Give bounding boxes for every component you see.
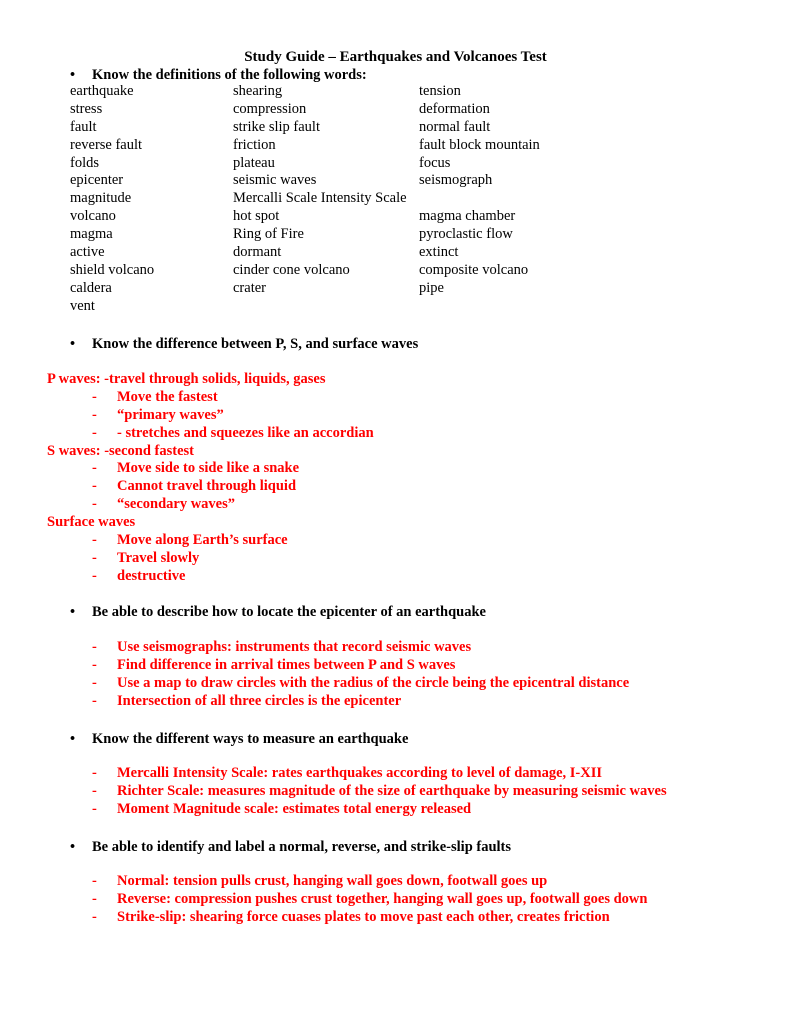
list-item-text: Mercalli Intensity Scale: rates earthquakes according to level of damage, I-XII [117, 765, 603, 781]
vocab-term: magma chamber [419, 208, 516, 225]
vocab-term: composite volcano [419, 261, 529, 278]
vocab-term: compression [233, 100, 307, 117]
vocab-term: focus [419, 154, 451, 171]
vocab-term: stress [70, 100, 103, 117]
dash-marker: - [92, 656, 97, 673]
vocab-term: caldera [70, 279, 112, 296]
list-item [47, 568, 326, 586]
vocab-term: fault block mountain [419, 136, 540, 153]
list-item-text: Find difference in arrival times between P and S waves [117, 656, 456, 673]
dash-marker: - [92, 549, 97, 566]
dash-marker: - [92, 478, 97, 495]
list-item [47, 407, 326, 425]
dash-marker: - [92, 496, 97, 513]
vocab-term: active [70, 244, 105, 261]
vocab-term: crater [233, 279, 266, 296]
vocab-term: extinct [419, 244, 459, 261]
list-item [47, 424, 374, 443]
waves-notes [47, 371, 374, 586]
list-item-text: Intersection of all three circles is the epicenter [117, 692, 402, 709]
bullet-icon: • [70, 839, 76, 855]
vocab-term: folds [70, 154, 99, 171]
faults-heading-text: Be able to identify and label a normal, reverse, and strike-slip faults [92, 839, 512, 855]
vocab-term: seismic waves [233, 172, 317, 189]
vocab-term: magma [70, 226, 113, 243]
dash-marker: - [92, 532, 97, 549]
list-item [47, 532, 326, 550]
list-item [47, 389, 326, 407]
vocab-term: strike slip fault [233, 118, 320, 135]
dash-marker: - [92, 424, 97, 441]
wave-group-label: P waves: -travel through solids, liquids, gases [47, 371, 326, 387]
vocab-term: vent [70, 297, 95, 314]
list-item-text: Reverse: compression pushes crust together, hanging wall goes up, footwall goes down [117, 890, 648, 907]
bullet-icon: • [70, 731, 76, 747]
vocab-term: deformation [419, 100, 490, 117]
list-item [47, 550, 326, 568]
vocab-term: fault [70, 118, 97, 135]
vocab-term: magnitude [70, 190, 132, 207]
definitions-heading [70, 66, 367, 84]
vocab-term: seismograph [419, 172, 493, 189]
measure-heading [70, 730, 408, 748]
list-item [47, 460, 326, 478]
list-item-text: Use seismographs: instruments that record seismic waves [117, 639, 472, 655]
dash-marker: - [92, 388, 97, 405]
list-item-text: Move along Earth’s surface [117, 532, 288, 549]
list-item-text: Normal: tension pulls crust, hanging wall goes down, footwall goes up [117, 873, 548, 889]
waves-heading [70, 335, 418, 353]
dash-marker: - [92, 800, 97, 817]
list-item-text: Travel slowly [117, 549, 200, 566]
vocab-term: hot spot [233, 208, 280, 225]
dash-marker: - [92, 567, 97, 584]
dash-marker: - [92, 782, 97, 799]
vocab-term: shearing [233, 83, 283, 99]
vocab-term: reverse fault [70, 136, 143, 153]
vocab-term: pyroclastic flow [419, 226, 513, 243]
vocab-term: Ring of Fire [233, 226, 304, 243]
vocab-term: pipe [419, 279, 444, 296]
vocab-term: earthquake [70, 83, 134, 99]
list-item-text: Strike-slip: shearing force cuases plates to move past each other, creates friction [117, 908, 610, 925]
vocab-term: epicenter [70, 172, 124, 189]
list-item-text: Richter Scale: measures magnitude of the size of earthquake by measuring seismic waves [117, 782, 667, 799]
vocab-term: Mercalli Scale Intensity Scale [233, 190, 407, 207]
list-item-text: Use a map to draw circles with the radius of the circle being the epicentral distance [117, 674, 630, 691]
vocab-term: friction [233, 136, 276, 153]
dash-marker: - [92, 765, 97, 781]
epicenter-heading-text: Be able to describe how to locate the epicenter of an earthquake [92, 604, 486, 620]
list-item-text: Move the fastest [117, 388, 218, 405]
definitions-heading-text: Know the definitions of the following words: [92, 67, 367, 83]
vocab-term: dormant [233, 244, 282, 261]
vocab-term: tension [419, 83, 461, 99]
dash-marker: - [92, 406, 97, 423]
waves-heading-text: Know the difference between P, S, and surface waves [92, 336, 419, 352]
vocab-term: shield volcano [70, 261, 155, 278]
list-item-text: - stretches and squeezes like an accordian [117, 424, 374, 441]
bullet-icon: • [70, 67, 76, 83]
vocab-term: volcano [70, 208, 116, 225]
list-item [47, 496, 326, 514]
vocab-term: normal fault [419, 118, 491, 135]
list-item [47, 478, 326, 496]
wave-group-label: Surface waves [47, 514, 136, 531]
bullet-icon: • [70, 336, 76, 352]
vocab-term: plateau [233, 154, 275, 171]
epicenter-heading [70, 603, 486, 621]
dash-marker: - [92, 692, 97, 709]
bullet-icon: • [70, 604, 76, 620]
dash-marker: - [92, 890, 97, 907]
wave-group-label: S waves: -second fastest [47, 442, 194, 459]
list-item-text: “primary waves” [117, 406, 224, 423]
list-item-text: Move side to side like a snake [117, 460, 300, 477]
list-item-text: Cannot travel through liquid [117, 478, 297, 495]
dash-marker: - [92, 674, 97, 691]
faults-heading [70, 838, 511, 856]
list-item-text: “secondary waves” [117, 496, 236, 513]
list-item-text: destructive [117, 567, 186, 584]
list-item-text: Moment Magnitude scale: estimates total energy released [117, 800, 472, 817]
dash-marker: - [92, 639, 97, 655]
dash-marker: - [92, 460, 97, 477]
page-title: Study Guide – Earthquakes and Volcanoes Test [244, 49, 547, 65]
dash-marker: - [92, 908, 97, 925]
dash-marker: - [92, 873, 97, 889]
measure-heading-text: Know the different ways to measure an earthquake [92, 731, 409, 747]
vocab-term: cinder cone volcano [233, 261, 350, 278]
